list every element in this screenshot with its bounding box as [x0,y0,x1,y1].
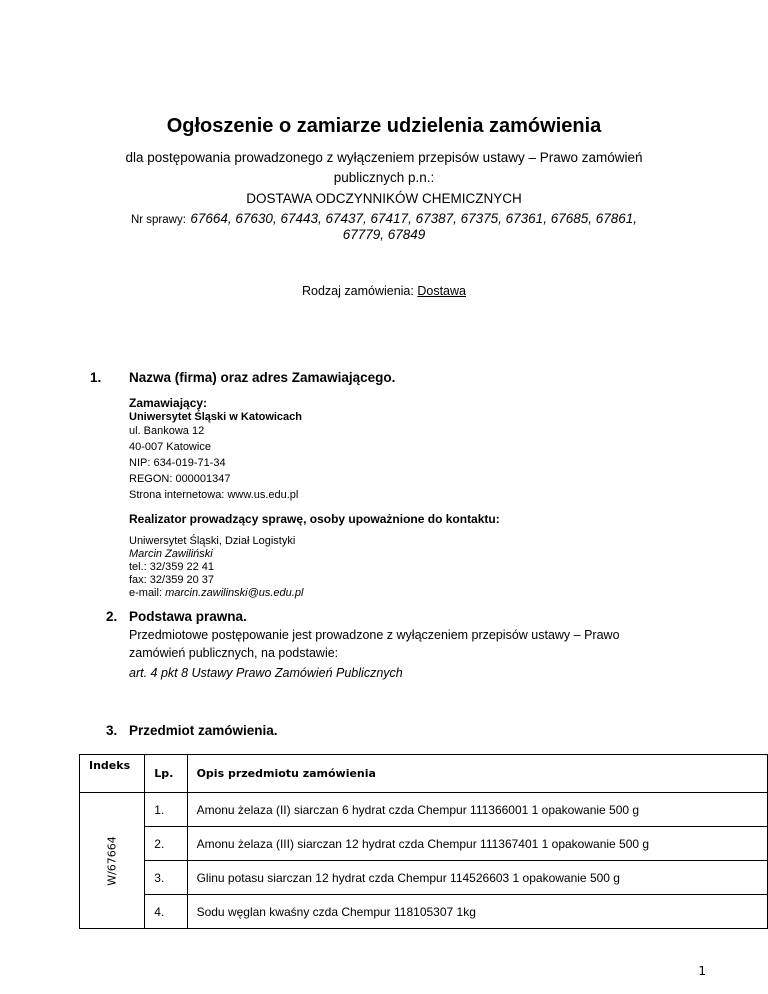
row-description: Glinu potasu siarczan 12 hydrat czda Chempur 114526603 1 opakowanie 500 g [187,861,767,895]
index-value: W/67664 [105,835,119,886]
contact-fax: fax: 32/359 20 37 [129,574,215,586]
order-type [0,284,768,298]
subtitle-line-1: dla postępowania prowadzonego z wyłączeniem przepisów ustawy – Prawo zamówień [125,150,643,165]
index-cell [80,793,145,929]
order-type-value: Dostawa [417,284,466,298]
section-3-number: 3. [106,723,118,738]
nip: NIP: 634-019-71-34 [129,457,226,469]
contact-email [129,587,303,600]
section-2-text-line-1: Przedmiotowe postępowanie jest prowadzone z wyłączeniem przepisów ustawy – Prawo [129,628,620,642]
table-header-row [80,755,768,793]
regon: REGON: 000001347 [129,473,231,485]
header-description: Opis przedmiotu zamówienia [187,755,767,793]
table-row [80,861,768,895]
section-2-number: 2. [106,609,118,624]
row-lp: 1. [145,793,187,827]
address-street: ul. Bankowa 12 [129,425,205,437]
row-lp: 4. [145,895,187,929]
contact-unit: Uniwersytet Śląski, Dział Logistyki [129,535,296,547]
orderer-details [129,411,302,502]
section-2-text-line-2: zamówień publicznych, na podstawie: [129,646,339,660]
row-description: Amonu żelaza (II) siarczan 6 hydrat czda Chempur 111366001 1 opakowanie 500 g [187,793,767,827]
section-3-title: Przedmiot zamówienia. [129,723,278,738]
section-2-title: Podstawa prawna. [129,609,247,624]
legal-basis: art. 4 pkt 8 Ustawy Prawo Zamówień Publicznych [129,666,403,680]
header-index: Indeks [80,755,145,793]
section-1-number: 1. [90,370,102,385]
subtitle-line-2: publicznych p.n.: [333,170,435,185]
table-row [80,827,768,861]
case-label: Nr sprawy: [130,214,186,226]
order-type-label: Rodzaj zamówienia: [302,284,414,298]
page-title: Ogłoszenie o zamiarze udzielenia zamówienia [166,115,602,137]
contact-person: Marcin Zawiliński [129,548,213,560]
table-row [80,793,768,827]
website: Strona internetowa: www.us.edu.pl [129,489,299,501]
case-numbers [0,210,768,228]
contact-email-label: e-mail: [129,587,163,599]
header-lp: Lp. [145,755,187,793]
orderer-heading: Zamawiający: [129,396,208,410]
row-description: Sodu węglan kwaśny czda Chempur 118105307 1kg [187,895,767,929]
order-subject: DOSTAWA ODCZYNNIKÓW CHEMICZNYCH [246,191,522,206]
case-numbers-line-1: 67664, 67630, 67443, 67437, 67417, 67387, 67375, 67361, 67685, 67861, [190,211,638,226]
row-lp: 2. [145,827,187,861]
case-numbers-line-2: 67779, 67849 [342,227,426,242]
address-city: 40-007 Katowice [129,441,211,453]
page-number: 1 [698,964,706,978]
orderer-name: Uniwersytet Śląski w Katowicach [129,411,303,423]
contact-heading: Realizator prowadzący sprawę, osoby upoważnione do kontaktu: [129,512,500,526]
table-row [80,895,768,929]
contact-details [129,535,303,600]
contact-tel: tel.: 32/359 22 41 [129,561,215,573]
row-lp: 3. [145,861,187,895]
section-1-title: Nazwa (firma) oraz adres Zamawiającego. [129,370,396,385]
contact-email-link[interactable]: marcin.zawilinski@us.edu.pl [165,587,304,599]
items-table [79,754,768,929]
row-description: Amonu żelaza (III) siarczan 12 hydrat czda Chempur 111367401 1 opakowanie 500 g [187,827,767,861]
section-2-body [129,626,620,682]
